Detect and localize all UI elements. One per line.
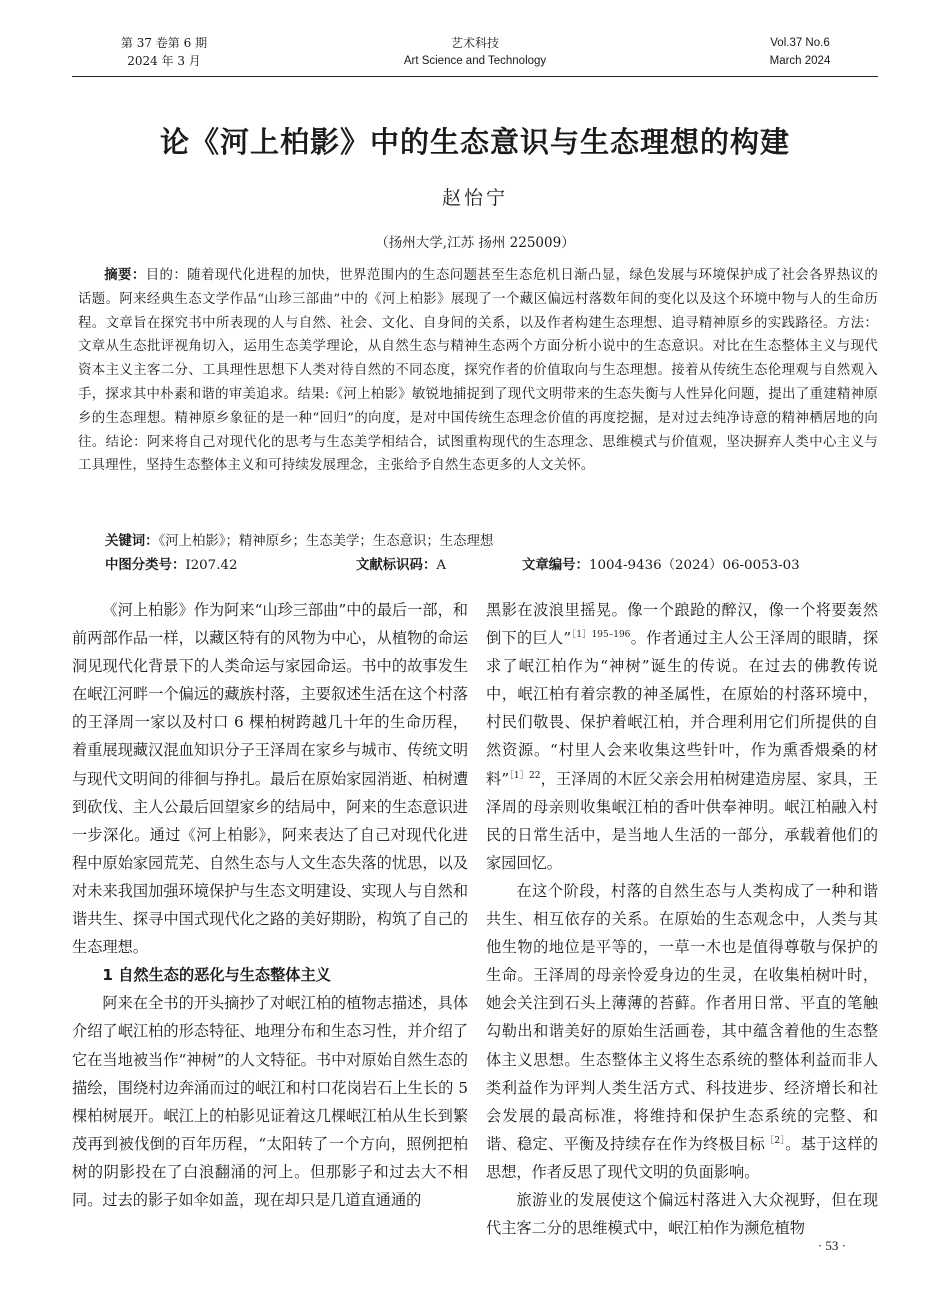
header-center <box>375 34 575 70</box>
keywords-label: 关键词： <box>105 534 159 549</box>
body-paragraph: 在这个阶段，村落的自然生态与人类构成了一种和谐共生、相互依存的关系。在原始的生态观念中，人类与其他生物的地位是平等的，一草一木也是值得尊敬与保护的生命。王泽周的母亲怜爱身边的生灵，在收集柏树叶时，她会关注到石头上薄薄的苔藓。作者用日常、平直的笔触勾勒出和谐美好的原始生活画卷，其中蕴含着他的生态整体主义思想。生态整体主义将生态系统的整体利益而非人类利益作为评判人类生活方式、科技进步、经济增长和社会发展的最高标准，将维持和保护生态系统的完整、和谐、稳定、平衡及持续存在作为终极目标$^{[2]}$。基于这样的思想，作者反思了现代文明的负面影响。 <box>486 881 879 1181</box>
body-column-left <box>72 596 468 1214</box>
journal-name-cn: 艺术科技 <box>450 36 499 50</box>
body-paragraph: 旅游业的发展使这个偏远村落进入大众视野，但在现代主客二分的思维模式中，岷江柏作为濒危植物 <box>486 1190 878 1238</box>
header-date-en: March 2024 <box>769 55 831 67</box>
article-title: 论《河上柏影》中的生态意识与生态理想的构建 <box>159 125 790 159</box>
classification-info <box>105 555 885 577</box>
header-volume-en: Vol.37 No.6 <box>770 37 830 49</box>
citation: ［2］ <box>765 1135 786 1146</box>
journal-name-en: Art Science and Technology <box>403 55 547 67</box>
article-author: 赵怡宁 <box>441 187 508 209</box>
header-rule <box>72 76 878 77</box>
author-affiliation: （扬州大学,江苏 扬州 225009） <box>375 235 575 251</box>
abstract-label: 摘要： <box>104 268 146 283</box>
citation: ［1］195–196 <box>571 630 631 641</box>
body-paragraph: 黑影在波浪里摇晃。像一个踉跄的醉汉，像一个将要轰然倒下的巨人”$^{[1]195-196}$。作者通过主人公王泽周的眼睛，探求了岷江柏作为“神树”诞生的传说。在过去的佛教传说中，岷江柏有着宗教的神圣属性，在原始的村落环境中，村民们敬畏、保护着岷江柏，并合理利用它们所提供的自然资源。“村里人会来收集这些针叶，作为熏香煨桑的材料”$^{[1]22}$，王泽周的木匠父亲会用柏树建造房屋、家具，王泽周的母亲则收集岷江柏的香叶供奉神明。岷江柏融入村民的日常生活中，是当地人生活的一部分，承载着他们的家园回忆。 <box>486 601 879 872</box>
header-left <box>114 34 214 70</box>
header-right <box>750 34 850 70</box>
page-number: · 53 · <box>817 1238 846 1253</box>
section-heading: 1 自然生态的恶化与生态整体主义 <box>102 966 331 985</box>
abstract-text: 目的：随着现代化进程的加快，世界范围内的生态问题甚至生态危机日渐凸显，绿色发展与环境保护成了社会各界热议的话题。阿来经典生态文学作品“山珍三部曲”中的《河上柏影》展现了一个藏区偏远村落数年间的变化以及这个环境中物与人的生命历程。文章旨在探究书中所表现的人与自然、社会、文化、自身间的关系，以及作者构建生态理想、追寻精神原乡的实践路径。方法：文章从生态批评视角切入，运用生态美学理论，从自然生态与精神生态两个方面分析小说中的生态意识。对比在生态整体主义与现代资本主义主客二分、工具理性思想下人类对待自然的不同态度，探究作者的价值取向与生态理想。接着从传统生态伦理观与自然观入手，探求其中朴素和谐的审美追求。结果:《河上柏影》敏锐地捕捉到了现代文明带来的生态失衡与人性异化问题，提出了重建精神原乡的生态理想。精神原乡象征的是一种“回归”的向度，是对中国传统生态理念价值的再度挖掘，是对过去纯净诗意的精神栖居地的向往。结论：阿来将自己对现代化的思考与生态美学相结合，试图重构现代的生态理念、思维模式与价值观，坚决摒弃人类中心主义与工具理性，坚持生态整体主义和可持续发展理念，主张给予自然生态更多的人文关怀。 <box>78 268 878 474</box>
header-date-cn: 2024 年 3 月 <box>127 54 201 68</box>
body-paragraph: 阿来在全书的开头摘抄了对岷江柏的植物志描述，具体介绍了岷江柏的形态特征、地理分布和生态习性，并介绍了它在当地被当作“神树”的人文特征。书中对原始自然生态的描绘，围绕村边奔涌而过的岷江和村口花岗岩石上生长的 5 棵柏树展开。岷江上的柏影见证着这几棵岷江柏从生长到繁茂再到被伐倒的百年历程，“太阳转了一个方向，照例把柏树的阴影投在了白浪翻涌的河上。但那影子和过去大不相同。过去的影子如伞如盖，现在却只是几道直通通的 <box>72 994 468 1209</box>
body-column-right <box>486 596 878 1242</box>
article-number: 文章编号：1004-9436（2024）06-0053-03 <box>522 558 800 573</box>
clc-number: 中图分类号：I207.42 <box>105 558 238 573</box>
keywords <box>105 531 885 553</box>
body-paragraph: 《河上柏影》作为阿来“山珍三部曲”中的最后一部，和前两部作品一样，以藏区特有的风物为中心，从植物的命运洞见现代化背景下的人类命运与家园命运。书中的故事发生在岷江河畔一个偏远的藏族村落，主要叙述生活在这个村落的王泽周一家以及村口 6 棵柏树跨越几十年的生命历程，着重展现藏汉混血知识分子王泽周在家乡与城市、传统文明与现代文明间的徘徊与挣扎。最后在原始家园消逝、柏树遭到砍伐、主人公最后回望家乡的结局中，阿来的生态意识进一步深化。通过《河上柏影》，阿来表达了自己对现代化进程中原始家园荒芜、自然生态与人文生态失落的忧思，以及对未来我国加强环境保护与生态文明建设、实现人与自然和谐共生、探寻中国式现代化之路的美好期盼，构筑了自己的生态理想。 <box>72 601 468 957</box>
citation: ［1］22 <box>509 770 541 781</box>
running-header <box>0 34 950 74</box>
header-volume-issue: 第 37 卷第 6 期 <box>120 36 208 50</box>
abstract <box>78 264 878 478</box>
keywords-text: 《河上柏影》；精神原乡；生态美学；生态意识；生态理想 <box>158 534 494 549</box>
document-code: 文献标识码：A <box>356 558 447 573</box>
